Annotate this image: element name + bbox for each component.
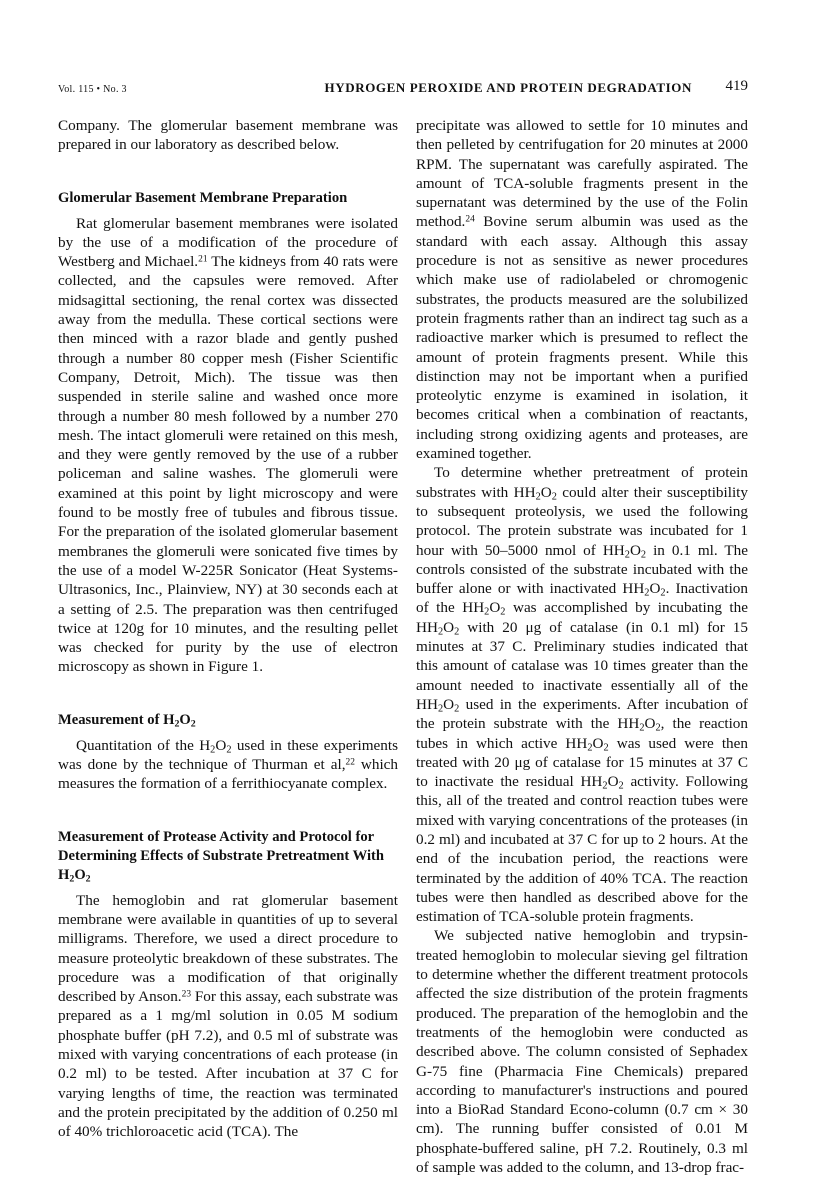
paragraph-measurement-h2o2: Quantitation of the $H_2O_2$ used in these experiments was done by the technique of Thurman et al,$^{22}$ which measures the formation of a ferrithiocyanate complex. (58, 736, 398, 793)
heading-protease-activity: Measurement of Protease Activity and Protocol for Determining Effects of Substrate Pretreatment With $H_2O_2$ (58, 828, 384, 885)
paragraph-protease-activity: The hemoglobin and rat glomerular basement membrane were available in quantities of up to several milligrams. Therefore, we used a direct procedure to measure proteolytic breakdown of these substrates. The procedure was a modification of that originally described by Anson.$^{23}$ For this assay, each substrate was prepared as a 1 mg/ml solution in 0.05 M sodium phosphate buffer (pH 7.2), and 0.5 ml of substrate was mixed with varying concentrations of each protease (in 0.2 ml) to be tested. After incubation at 37 C for varying lengths of time, the reaction was terminated and the protein precipitated by the addition of 0.250 ml of 40% trichloroacetic acid (TCA). The (58, 891, 399, 1141)
volume-info: Vol. 115 • No. 3 (58, 84, 127, 95)
right-column (416, 116, 748, 1177)
paragraph-pretreatment: To determine whether pretreatment of protein substrates with $HH_2O_2$ could alter their susceptibility to subsequent proteolysis, we used the following protocol. The protein substrate was incubated for 1 hour with 50–5000 nmol of $HH_2O_2$ in 0.1 ml. The controls consisted of the substrate incubated with the buffer alone or with inactivated $HH_2O_2$. Inactivation of the $HH_2O_2$ was accomplished by incubating the $HH_2O_2$ with 20 μg of catalase (in 0.1 ml) for 15 minutes at 37 C. Preliminary studies indicated that this amount of catalase was 10 times greater than the amount needed to inactivate essentially all of the $HH_2O_2$ used in the experiments. After incubation of the protein substrate with the $HH_2O_2$, the reaction tubes in which active $HH_2O_2$ was used were then treated with 20 μg of catalase for 15 minutes at 37 C to inactivate the residual $HH_2O_2$ activity. Following this, all of the treated and control reaction tubes were mixed with varying concentrations of the proteases (in 0.2 ml) and incubated at 37 C for up to 2 hours. At the end of the incubation period, the reactions were terminated by the addition of 40% TCA. The reaction tubes were then handled as described above for the estimation of TCA-soluble protein fragments. (416, 464, 749, 926)
running-header (58, 78, 748, 100)
heading-gbm-preparation: Glomerular Basement Membrane Preparation (58, 189, 348, 206)
paragraph-intro: Company. The glomerular basement membrane was prepared in our laboratory as described below. (58, 117, 398, 154)
paragraph-gel-filtration: We subjected native hemoglobin and trypsin-treated hemoglobin to molecular sieving gel filtration to determine whether the different treatment protocols affected the size distribution of the protein fragments produced. The preparation of the hemoglobin and the treatments of the hemoglobin were conducted as described above. The column consisted of Sephadex G-75 fine (Pharmacia Fine Chemicals) prepared according to manufacturer's instructions and poured into a BioRad Standard Econo-column (0.7 cm × 30 cm). The running buffer consisted of 0.01 M phosphate-buffered saline, pH 7.2. Routinely, 0.3 ml of sample was added to the column, and 13-drop frac- (416, 927, 748, 1177)
page-number: 419 (725, 78, 748, 94)
running-title: HYDROGEN PEROXIDE AND PROTEIN DEGRADATION (324, 80, 692, 95)
left-column (58, 116, 398, 1141)
paragraph-precipitate: precipitate was allowed to settle for 10 minutes and then pelleted by centrifugation for 20 minutes at 2000 RPM. The supernatant was carefully aspirated. The amount of TCA-soluble fragments present in the supernatant was determined by the use of the Folin method.$^{24}$ Bovine serum albumin was used as the standard with each assay. Although this assay procedure is not as sensitive as newer procedures which make use of radiolabeled or chromogenic substrates, the products measured are the solubilized protein fragments rather than an indirect tag such as a radioactive marker which is presumed to reflect the amount of protein fragments present. While this distinction may not be important when a purified proteolytic enzyme is examined in isolation, it becomes critical when a combination of reactants, including strong oxidizing agents and proteases, are examined together. (416, 117, 748, 463)
paragraph-gbm-preparation: Rat glomerular basement membranes were isolated by the use of a modification of the procedure of Westberg and Michael.$^{21}$ The kidneys from 40 rats were collected, and the capsules were removed. After midsagittal sectioning, the renal cortex was dissected away from the medulla. These cortical sections were then minced with a razor blade and gently pushed through a number 80 copper mesh (Fisher Scientific Company, Detroit, Mich). The tissue was then suspended in sterile saline and washed once more through a number 80 mesh followed by a number 270 mesh. The intact glomeruli were retained on this mesh, and they were gently removed by the use of a rubber policeman and saline washes. The glomeruli were examined at this point by light microscopy and were found to be mostly free of tubules and fibrous tissue. For the preparation of the isolated glomerular basement membranes the glomeruli were sonicated five times by the use of a model W-225R Sonicator (Heat Systems-Ultrasonics, Inc., Plainview, NY) at 30 seconds each at a setting of 2.5. The preparation was then centrifuged twice at 120g for 10 minutes, and the resulting pellet was checked for purity by the use of electron microscopy as shown in Figure 1. (58, 214, 398, 676)
heading-measurement-h2o2: Measurement of $H_2O_2$ (58, 711, 196, 730)
